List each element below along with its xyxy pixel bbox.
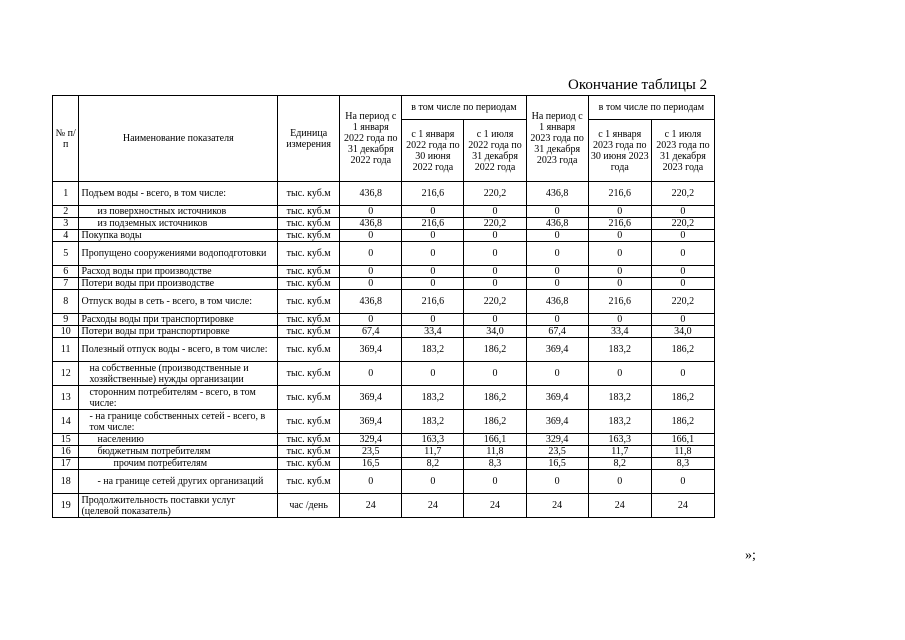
value-cell: 0: [588, 266, 651, 278]
unit-cell: тыс. куб.м: [278, 434, 340, 446]
value-cell: 0: [402, 362, 464, 386]
header-num: № п/п: [53, 96, 79, 182]
value-cell: 436,8: [340, 218, 402, 230]
value-cell: 220,2: [651, 290, 714, 314]
unit-cell: тыс. куб.м: [278, 206, 340, 218]
value-cell: 436,8: [340, 290, 402, 314]
indicator-name: Расходы воды при транспортировке: [79, 314, 278, 326]
value-cell: 24: [340, 494, 402, 518]
value-cell: 33,4: [402, 326, 464, 338]
table-row: [53, 494, 715, 518]
indicator-name: Пропущено сооружениями водоподготовки: [79, 242, 278, 266]
unit-cell: тыс. куб.м: [278, 182, 340, 206]
value-cell: 67,4: [526, 326, 588, 338]
unit-cell: тыс. куб.м: [278, 446, 340, 458]
unit-cell: тыс. куб.м: [278, 326, 340, 338]
value-cell: 163,3: [402, 434, 464, 446]
indicator-name: из подземных источников: [79, 218, 278, 230]
value-cell: 0: [340, 266, 402, 278]
value-cell: 0: [651, 206, 714, 218]
water-supply-table: [52, 95, 715, 518]
value-cell: 0: [526, 230, 588, 242]
value-cell: 183,2: [588, 386, 651, 410]
table-row: [53, 266, 715, 278]
value-cell: 34,0: [464, 326, 526, 338]
closing-quote: »;: [745, 548, 756, 563]
value-cell: 0: [464, 314, 526, 326]
value-cell: 0: [526, 314, 588, 326]
indicator-name: сторонним потребителям - всего, в том числе:: [79, 386, 278, 410]
indicator-name: Подъем воды - всего, в том числе:: [79, 182, 278, 206]
header-h2-2022: с 1 июля 2022 года по 31 декабря 2022 года: [464, 120, 526, 182]
value-cell: 0: [464, 266, 526, 278]
row-number: 7: [53, 278, 79, 290]
table-row: [53, 338, 715, 362]
table-caption: Окончание таблицы 2: [568, 77, 708, 93]
value-cell: 186,2: [651, 410, 714, 434]
header-h1-2022: с 1 января 2022 года по 30 июня 2022 года: [402, 120, 464, 182]
value-cell: 329,4: [526, 434, 588, 446]
row-number: 8: [53, 290, 79, 314]
value-cell: 369,4: [526, 338, 588, 362]
value-cell: 0: [340, 314, 402, 326]
value-cell: 436,8: [526, 218, 588, 230]
value-cell: 186,2: [651, 338, 714, 362]
value-cell: 436,8: [526, 182, 588, 206]
value-cell: 0: [464, 278, 526, 290]
indicator-name: Потери воды при производстве: [79, 278, 278, 290]
value-cell: 166,1: [651, 434, 714, 446]
unit-cell: тыс. куб.м: [278, 218, 340, 230]
value-cell: 0: [402, 470, 464, 494]
table-row: [53, 290, 715, 314]
table-row: [53, 446, 715, 458]
indicator-name: населению: [79, 434, 278, 446]
header-name: Наименование показателя: [79, 96, 278, 182]
value-cell: 33,4: [588, 326, 651, 338]
table-row: [53, 230, 715, 242]
table-row: [53, 278, 715, 290]
value-cell: 0: [340, 242, 402, 266]
value-cell: 0: [464, 362, 526, 386]
header-incl-2023: в том числе по периодам: [588, 96, 714, 120]
unit-cell: тыс. куб.м: [278, 278, 340, 290]
value-cell: 0: [340, 230, 402, 242]
value-cell: 0: [651, 278, 714, 290]
unit-cell: тыс. куб.м: [278, 266, 340, 278]
header-h2-2023: с 1 июля 2023 года по 31 декабря 2023 года: [651, 120, 714, 182]
row-number: 2: [53, 206, 79, 218]
value-cell: 0: [588, 362, 651, 386]
row-number: 1: [53, 182, 79, 206]
header-period-2023: На период с 1 января 2023 года по 31 декабря 2023 года: [526, 96, 588, 182]
value-cell: 220,2: [464, 218, 526, 230]
row-number: 17: [53, 458, 79, 470]
value-cell: 11,8: [651, 446, 714, 458]
value-cell: 369,4: [340, 338, 402, 362]
value-cell: 0: [651, 230, 714, 242]
value-cell: 186,2: [464, 338, 526, 362]
indicator-name: на собственные (производственные и хозяйственные) нужды организации: [79, 362, 278, 386]
value-cell: 220,2: [651, 182, 714, 206]
table-row: [53, 362, 715, 386]
indicator-name: прочим потребителям: [79, 458, 278, 470]
indicator-name: Потери воды при транспортировке: [79, 326, 278, 338]
indicator-name: Расход воды при производстве: [79, 266, 278, 278]
value-cell: 436,8: [340, 182, 402, 206]
value-cell: 183,2: [402, 410, 464, 434]
unit-cell: тыс. куб.м: [278, 230, 340, 242]
value-cell: 0: [402, 206, 464, 218]
row-number: 10: [53, 326, 79, 338]
unit-cell: тыс. куб.м: [278, 386, 340, 410]
value-cell: 0: [588, 314, 651, 326]
unit-cell: тыс. куб.м: [278, 458, 340, 470]
value-cell: 0: [402, 266, 464, 278]
unit-cell: тыс. куб.м: [278, 242, 340, 266]
value-cell: 24: [402, 494, 464, 518]
row-number: 14: [53, 410, 79, 434]
value-cell: 0: [464, 230, 526, 242]
row-number: 5: [53, 242, 79, 266]
table-row: [53, 206, 715, 218]
value-cell: 0: [340, 206, 402, 218]
value-cell: 0: [340, 362, 402, 386]
value-cell: 11,8: [464, 446, 526, 458]
value-cell: 186,2: [651, 386, 714, 410]
table-row: [53, 470, 715, 494]
table-row: [53, 458, 715, 470]
value-cell: 0: [402, 314, 464, 326]
value-cell: 0: [464, 206, 526, 218]
value-cell: 8,2: [588, 458, 651, 470]
indicator-name: - на границе собственных сетей - всего, в том числе:: [79, 410, 278, 434]
value-cell: 0: [526, 242, 588, 266]
value-cell: 16,5: [340, 458, 402, 470]
value-cell: 163,3: [588, 434, 651, 446]
header-incl-2022: в том числе по периодам: [402, 96, 526, 120]
table-row: [53, 218, 715, 230]
row-number: 9: [53, 314, 79, 326]
value-cell: 34,0: [651, 326, 714, 338]
unit-cell: тыс. куб.м: [278, 314, 340, 326]
value-cell: 216,6: [402, 290, 464, 314]
value-cell: 0: [588, 242, 651, 266]
value-cell: 220,2: [651, 218, 714, 230]
unit-cell: тыс. куб.м: [278, 362, 340, 386]
value-cell: 0: [340, 278, 402, 290]
value-cell: 0: [588, 206, 651, 218]
table-row: [53, 182, 715, 206]
value-cell: 0: [402, 278, 464, 290]
value-cell: 8,3: [651, 458, 714, 470]
value-cell: 0: [526, 266, 588, 278]
value-cell: 11,7: [402, 446, 464, 458]
header-unit: Единица измерения: [278, 96, 340, 182]
row-number: 12: [53, 362, 79, 386]
value-cell: 329,4: [340, 434, 402, 446]
header-period-2022: На период с 1 января 2022 года по 31 декабря 2022 года: [340, 96, 402, 182]
unit-cell: тыс. куб.м: [278, 338, 340, 362]
row-number: 3: [53, 218, 79, 230]
indicator-name: Отпуск воды в сеть - всего, в том числе:: [79, 290, 278, 314]
value-cell: 216,6: [402, 182, 464, 206]
indicator-name: Продолжительность поставки услуг (целевой показатель): [79, 494, 278, 518]
table-row: [53, 314, 715, 326]
header-h1-2023: с 1 января 2023 года по 30 июня 2023 года: [588, 120, 651, 182]
value-cell: 23,5: [340, 446, 402, 458]
table-row: [53, 386, 715, 410]
value-cell: 369,4: [340, 410, 402, 434]
value-cell: 24: [588, 494, 651, 518]
indicator-name: из поверхностных источников: [79, 206, 278, 218]
table-row: [53, 242, 715, 266]
row-number: 6: [53, 266, 79, 278]
value-cell: 216,6: [588, 182, 651, 206]
value-cell: 0: [526, 362, 588, 386]
value-cell: 183,2: [588, 338, 651, 362]
row-number: 4: [53, 230, 79, 242]
value-cell: 220,2: [464, 290, 526, 314]
table-row: [53, 410, 715, 434]
indicator-name: - на границе сетей других организаций: [79, 470, 278, 494]
value-cell: 0: [588, 470, 651, 494]
unit-cell: тыс. куб.м: [278, 410, 340, 434]
value-cell: 24: [526, 494, 588, 518]
value-cell: 0: [588, 278, 651, 290]
value-cell: 186,2: [464, 386, 526, 410]
value-cell: 0: [651, 362, 714, 386]
value-cell: 216,6: [588, 218, 651, 230]
value-cell: 0: [526, 470, 588, 494]
value-cell: 186,2: [464, 410, 526, 434]
value-cell: 24: [651, 494, 714, 518]
value-cell: 0: [402, 242, 464, 266]
value-cell: 8,3: [464, 458, 526, 470]
value-cell: 0: [402, 230, 464, 242]
value-cell: 0: [651, 314, 714, 326]
unit-cell: час /день: [278, 494, 340, 518]
row-number: 16: [53, 446, 79, 458]
value-cell: 8,2: [402, 458, 464, 470]
value-cell: 0: [464, 242, 526, 266]
value-cell: 369,4: [526, 410, 588, 434]
indicator-name: Покупка воды: [79, 230, 278, 242]
value-cell: 369,4: [340, 386, 402, 410]
value-cell: 67,4: [340, 326, 402, 338]
value-cell: 436,8: [526, 290, 588, 314]
value-cell: 0: [651, 266, 714, 278]
value-cell: 183,2: [402, 386, 464, 410]
indicator-name: Полезный отпуск воды - всего, в том числе:: [79, 338, 278, 362]
value-cell: 0: [340, 470, 402, 494]
value-cell: 166,1: [464, 434, 526, 446]
value-cell: 220,2: [464, 182, 526, 206]
value-cell: 11,7: [588, 446, 651, 458]
row-number: 15: [53, 434, 79, 446]
value-cell: 0: [526, 278, 588, 290]
row-number: 11: [53, 338, 79, 362]
value-cell: 0: [464, 470, 526, 494]
value-cell: 23,5: [526, 446, 588, 458]
row-number: 19: [53, 494, 79, 518]
row-number: 18: [53, 470, 79, 494]
indicator-name: бюджетным потребителям: [79, 446, 278, 458]
value-cell: 216,6: [588, 290, 651, 314]
unit-cell: тыс. куб.м: [278, 290, 340, 314]
value-cell: 16,5: [526, 458, 588, 470]
unit-cell: тыс. куб.м: [278, 470, 340, 494]
value-cell: 369,4: [526, 386, 588, 410]
value-cell: 0: [651, 470, 714, 494]
value-cell: 216,6: [402, 218, 464, 230]
row-number: 13: [53, 386, 79, 410]
value-cell: 183,2: [402, 338, 464, 362]
table-row: [53, 326, 715, 338]
table-row: [53, 434, 715, 446]
value-cell: 0: [651, 242, 714, 266]
value-cell: 0: [588, 230, 651, 242]
value-cell: 24: [464, 494, 526, 518]
value-cell: 0: [526, 206, 588, 218]
value-cell: 183,2: [588, 410, 651, 434]
